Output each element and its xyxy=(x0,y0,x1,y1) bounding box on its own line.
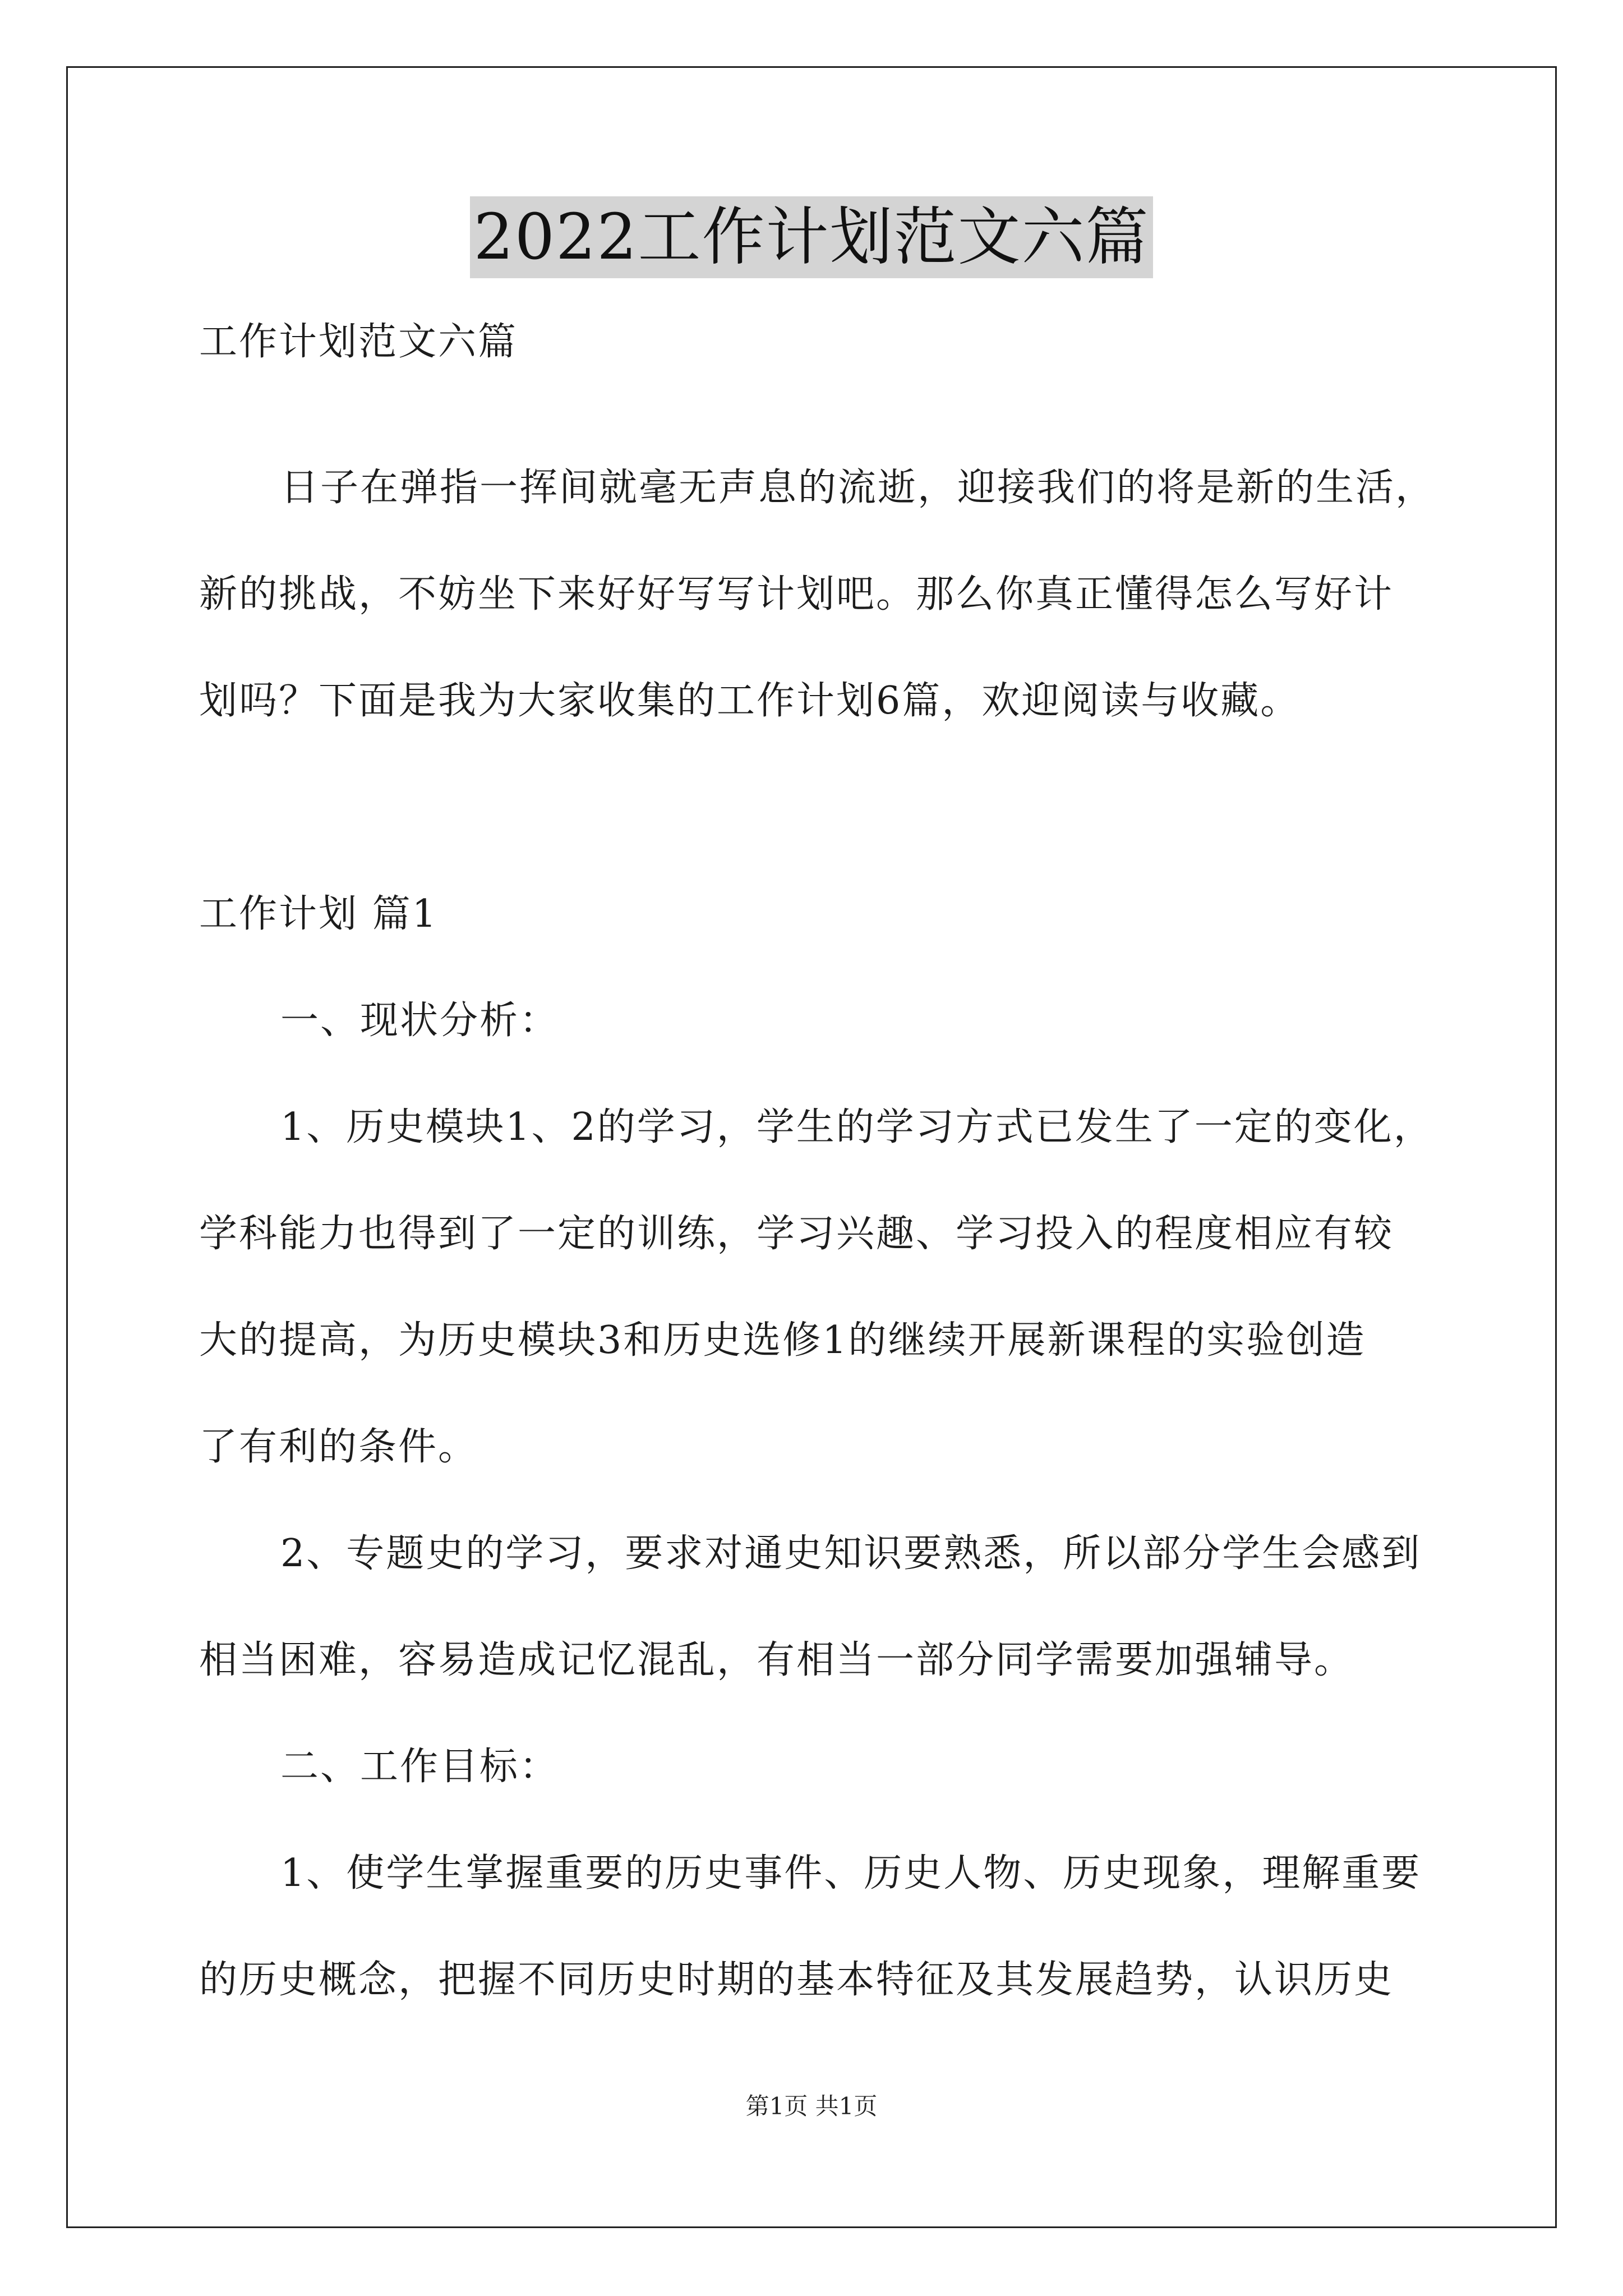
paragraph-line: 1、使学生掌握重要的历史事件、历史人物、历史现象，理解重要 xyxy=(280,1851,1422,1895)
paragraph-line: 大的提高，为历史模块3和历史选修1的继续开展新课程的实验创造 xyxy=(199,1318,1366,1363)
paragraph-line: 相当困难，容易造成记忆混乱，有相当一部分同学需要加强辅导。 xyxy=(199,1638,1354,1682)
paragraph-line: 划吗？下面是我为大家收集的工作计划6篇，欢迎阅读与收藏。 xyxy=(199,679,1301,723)
paragraph-line: 新的挑战，不妨坐下来好好写写计划吧。那么你真正懂得怎么写好计 xyxy=(199,572,1394,616)
paragraph-line: 2、专题史的学习，要求对通史知识要熟悉，所以部分学生会感到 xyxy=(280,1531,1422,1576)
subsection-heading: 二、工作目标： xyxy=(280,1745,560,1789)
paragraph-line: 日子在弹指一挥间就毫无声息的流逝，迎接我们的将是新的生活， xyxy=(280,466,1436,510)
subsection-heading: 一、现状分析： xyxy=(280,999,560,1043)
document-title: 2022工作计划范文六篇 xyxy=(470,196,1152,278)
paragraph-line: 了有利的条件。 xyxy=(199,1425,478,1469)
paragraph-line: 的历史概念，把握不同历史时期的基本特征及其发展趋势，认识历史 xyxy=(199,1958,1394,2002)
title-wrapper xyxy=(0,196,1623,278)
paragraph-line: 1、历史模块1、2的学习，学生的学习方式已发生了一定的变化， xyxy=(280,1105,1433,1149)
paragraph-line: 学科能力也得到了一定的训练，学习兴趣、学习投入的程度相应有较 xyxy=(199,1212,1394,1256)
document-subtitle: 工作计划范文六篇 xyxy=(199,320,518,364)
section-heading: 工作计划 篇1 xyxy=(199,892,438,936)
page-footer: 第1页 共1页 xyxy=(745,2092,878,2120)
